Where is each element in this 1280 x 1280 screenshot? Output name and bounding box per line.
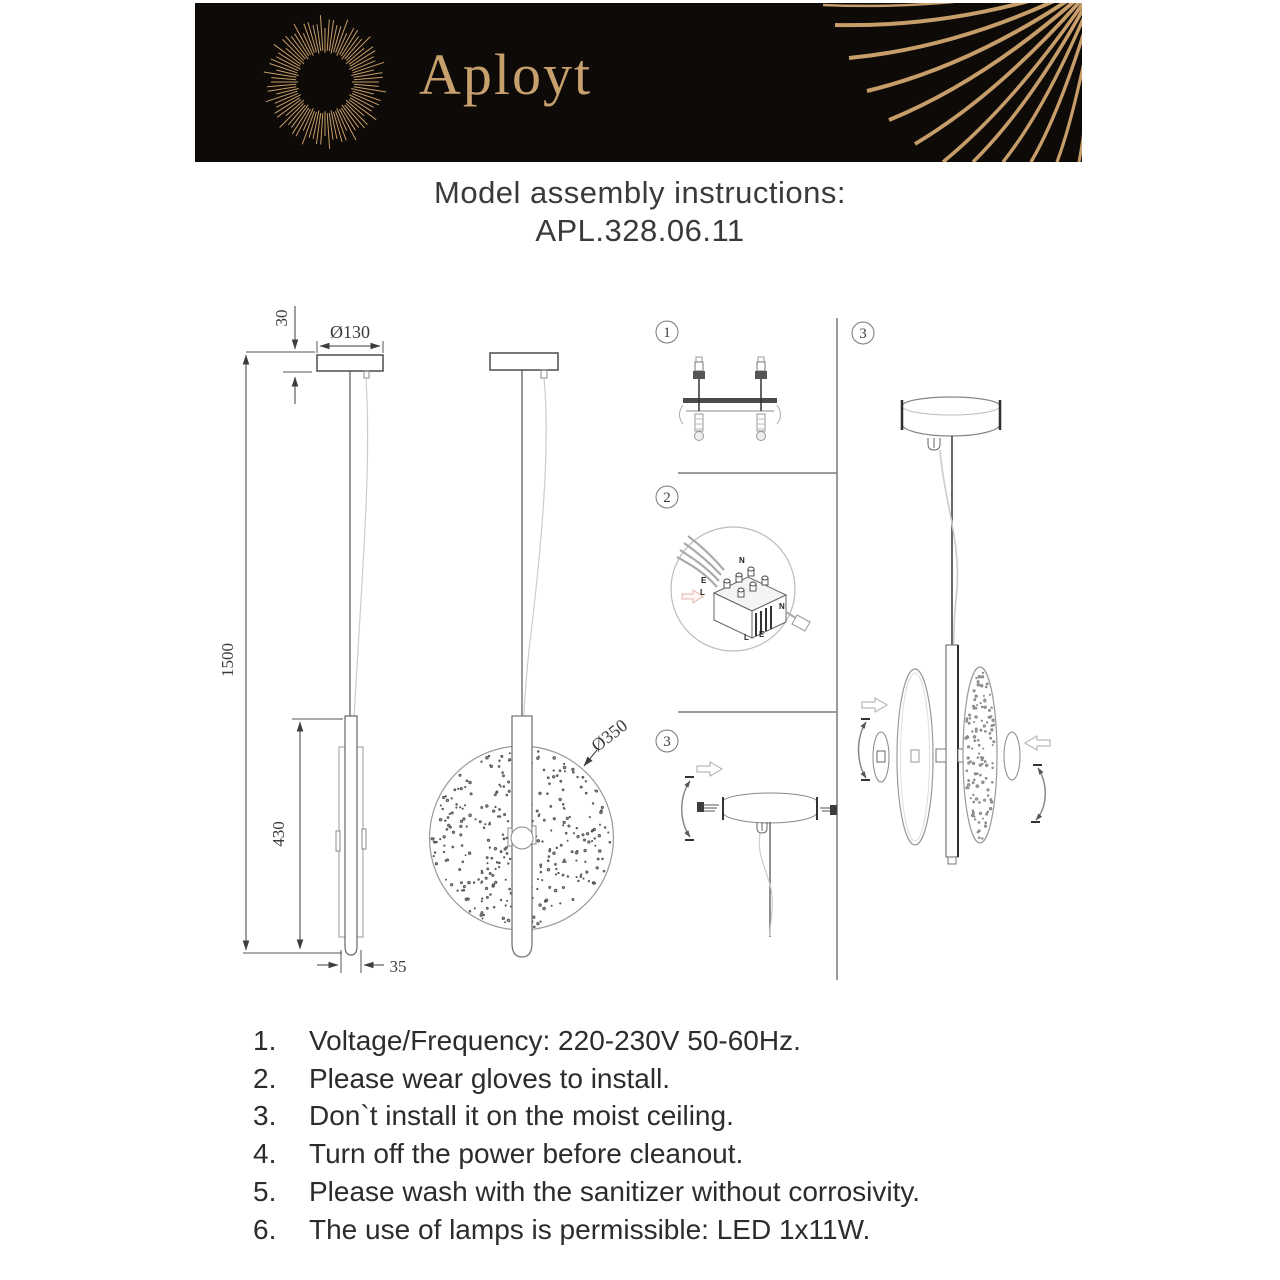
terminal-block bbox=[714, 567, 810, 638]
brand-banner bbox=[195, 3, 1082, 162]
dim-disc-diameter: Ø350 bbox=[587, 715, 632, 756]
item-text: Turn off the power before cleanout. bbox=[309, 1138, 744, 1170]
push-arrow-icon bbox=[697, 762, 722, 776]
list-item bbox=[253, 1022, 920, 1060]
list-item bbox=[253, 1211, 920, 1249]
rotate-arrow-icon bbox=[682, 781, 690, 837]
wire-label-n: N bbox=[739, 556, 745, 565]
list-item bbox=[253, 1060, 920, 1098]
item-text: Please wash with the sanitizer without corrosivity. bbox=[309, 1175, 921, 1207]
list-item bbox=[253, 1173, 920, 1211]
item-number: 6. bbox=[253, 1213, 277, 1245]
step-1-panel bbox=[656, 321, 781, 441]
decorative-rays-icon bbox=[823, 3, 1082, 162]
dim-body-thickness: 35 bbox=[389, 957, 407, 976]
side-view-drawing bbox=[218, 306, 407, 976]
item-text: The use of lamps is permissible: LED 1x11W. bbox=[309, 1213, 871, 1245]
assembly-diagram bbox=[180, 280, 1120, 1020]
list-item bbox=[253, 1097, 920, 1135]
push-arrow-icon bbox=[862, 698, 887, 712]
dim-canopy-diameter: Ø130 bbox=[330, 322, 370, 342]
item-number: 2. bbox=[253, 1062, 277, 1094]
list-item bbox=[253, 1135, 920, 1173]
speckled-disc bbox=[963, 667, 997, 843]
step-3b-number: 3 bbox=[859, 326, 867, 342]
item-number: 1. bbox=[253, 1025, 277, 1056]
front-view-drawing bbox=[430, 353, 632, 957]
push-arrow-icon bbox=[1025, 736, 1050, 750]
item-text: Please wear gloves to install. bbox=[309, 1062, 671, 1094]
step-1-number: 1 bbox=[663, 325, 671, 341]
dim-overall-height: 1500 bbox=[218, 643, 237, 677]
wire-label-n2: N bbox=[779, 602, 785, 611]
step-3-panel bbox=[656, 730, 837, 937]
instructions-list bbox=[253, 1022, 920, 1248]
step-3-number: 3 bbox=[663, 734, 671, 750]
dim-canopy-offset: 30 bbox=[272, 309, 291, 327]
wire-label-e2: E bbox=[759, 630, 765, 639]
wire-label-e: E bbox=[701, 576, 707, 585]
item-number: 4. bbox=[253, 1138, 277, 1170]
wire-label-l: L bbox=[700, 588, 705, 597]
item-text: Voltage/Frequency: 220-230V 50-60Hz. bbox=[309, 1025, 801, 1056]
step-2-number: 2 bbox=[663, 490, 671, 506]
page-title bbox=[0, 174, 1280, 250]
wire-label-l2: L bbox=[744, 633, 749, 642]
model-number: APL.328.06.11 bbox=[535, 213, 745, 248]
rotate-arrow-icon bbox=[859, 722, 867, 778]
dim-body-height: 430 bbox=[269, 821, 288, 847]
sunburst-logo-icon bbox=[264, 15, 387, 149]
step-2-panel bbox=[656, 486, 810, 651]
item-number: 3. bbox=[253, 1100, 277, 1132]
item-text: Don`t install it on the moist ceiling. bbox=[309, 1100, 734, 1132]
lock-ring bbox=[1004, 732, 1020, 780]
banner-art bbox=[195, 3, 1082, 162]
rotate-arrow-icon bbox=[1036, 768, 1045, 820]
page-title-line1: Model assembly instructions: bbox=[434, 175, 846, 210]
final-assembly-panel bbox=[852, 322, 1050, 864]
item-number: 5. bbox=[253, 1175, 277, 1207]
brand-name: Aployt bbox=[419, 42, 593, 107]
